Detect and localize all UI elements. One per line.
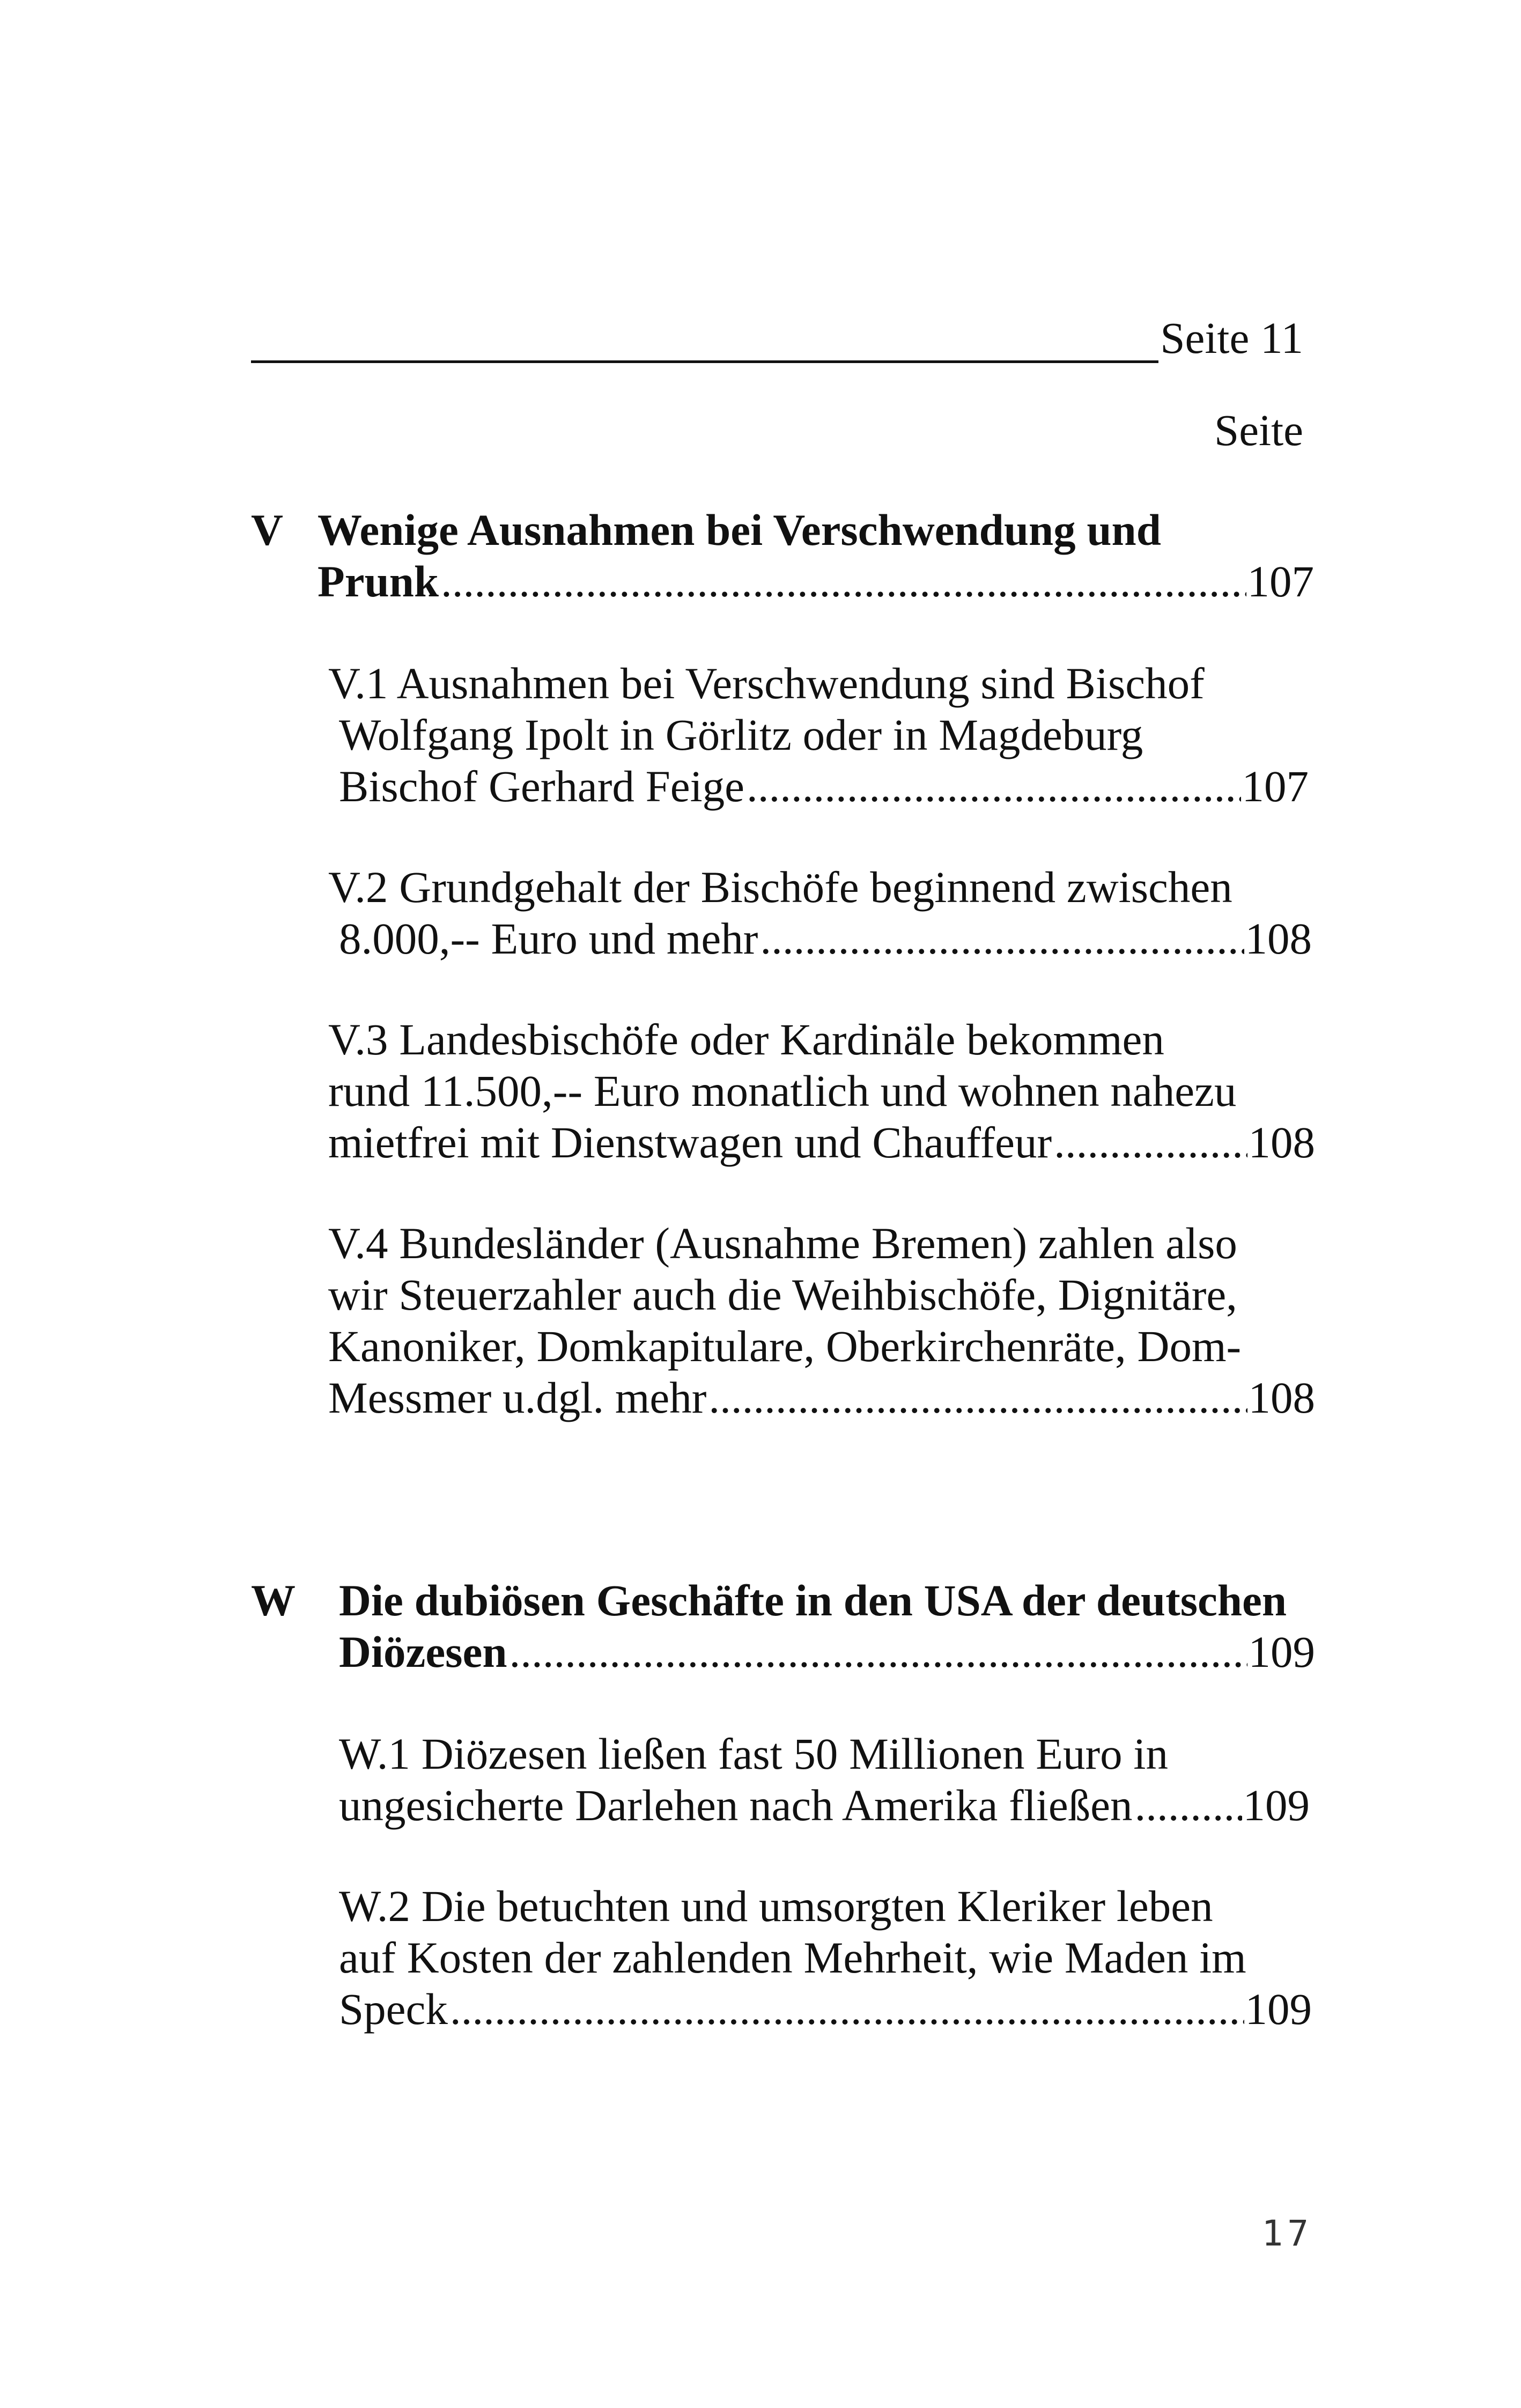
toc-entry-text: W.1 Diözesen ließen fast 50 Millionen Euro in [339, 1729, 1168, 1778]
toc-entry-text: mietfrei mit Dienstwagen und Chauffeur [328, 1118, 1052, 1167]
toc-page-number: 108 [1248, 1118, 1315, 1167]
toc-entry-text: V.3 Landesbischöfe oder Kardinäle bekommen [328, 1015, 1164, 1064]
toc-entry-text: wir Steuerzahler auch die Weihbischöfe, Dignitäre, [328, 1270, 1237, 1319]
section-title-cont: Prunk [318, 557, 439, 606]
toc-page-number: 108 [1245, 914, 1312, 963]
toc-page-number: 109 [1243, 1781, 1310, 1830]
toc-page-number: 107 [1247, 557, 1314, 606]
leader-dots [441, 556, 1246, 607]
toc-entry-text: ungesicherte Darlehen nach Amerika fließen [339, 1781, 1133, 1830]
toc-page-number: 107 [1242, 762, 1309, 811]
leader-dots [760, 913, 1244, 964]
toc-entry-text: rund 11.500,-- Euro monatlich und wohnen nahezu [328, 1066, 1237, 1116]
leader-dots [708, 1372, 1247, 1423]
section-title: Wenige Ausnahmen bei Verschwendung und [318, 505, 1161, 555]
toc-entry-text: auf Kosten der zahlenden Mehrheit, wie Maden im [339, 1933, 1246, 1982]
header-rule [251, 360, 1158, 363]
toc-entry-text: V.4 Bundesländer (Ausnahme Bremen) zahlen also [328, 1218, 1237, 1268]
section-title: Die dubiösen Geschäfte in den USA der deutschen [339, 1576, 1287, 1625]
section-letter: W [251, 1576, 296, 1625]
leader-dots [1054, 1117, 1247, 1168]
toc-entry-line [339, 1779, 1310, 1831]
toc-entry-text: Speck [339, 1984, 448, 2034]
toc-page-number: 109 [1245, 1984, 1312, 2034]
toc-page-number: 108 [1248, 1373, 1315, 1422]
header-page-label: Seite 11 [1160, 313, 1303, 363]
folio-page-number: 17 [1261, 2213, 1313, 2254]
toc-entry-text: 8.000,-- Euro und mehr [339, 914, 758, 963]
toc-entry-text: W.2 Die betuchten und umsorgten Kleriker leben [339, 1881, 1213, 1931]
leader-dots [509, 1626, 1247, 1678]
toc-entry-line [339, 913, 1312, 964]
toc-entry-text: V.2 Grundgehalt der Bischöfe beginnend zwischen [328, 862, 1232, 912]
toc-entry-line [328, 1117, 1315, 1168]
toc-page-number: 109 [1248, 1627, 1315, 1676]
toc-entry-text: V.1 Ausnahmen bei Verschwendung sind Bischof [328, 659, 1205, 708]
toc-entry-text: Kanoniker, Domkapitulare, Oberkirchenräte, Dom- [328, 1321, 1242, 1371]
leader-dots [747, 760, 1241, 812]
toc-entry-line [328, 1372, 1315, 1423]
leader-dots [1135, 1779, 1242, 1831]
toc-entry-line [339, 1626, 1315, 1678]
section-letter: V [251, 505, 283, 555]
section-title-cont: Diözesen [339, 1627, 507, 1676]
toc-entry-text: Wolfgang Ipolt in Görlitz oder in Magdeburg [339, 710, 1143, 759]
leader-dots [450, 1983, 1244, 2035]
running-header [251, 311, 1303, 365]
toc-entry-text: Bischof Gerhard Feige [339, 762, 744, 811]
toc-entry-line [318, 556, 1314, 607]
toc-entry-line [339, 1983, 1312, 2035]
page-column-header: Seite [1214, 405, 1303, 455]
toc-entry-text: Messmer u.dgl. mehr [328, 1373, 707, 1422]
toc-entry-line [339, 760, 1309, 812]
